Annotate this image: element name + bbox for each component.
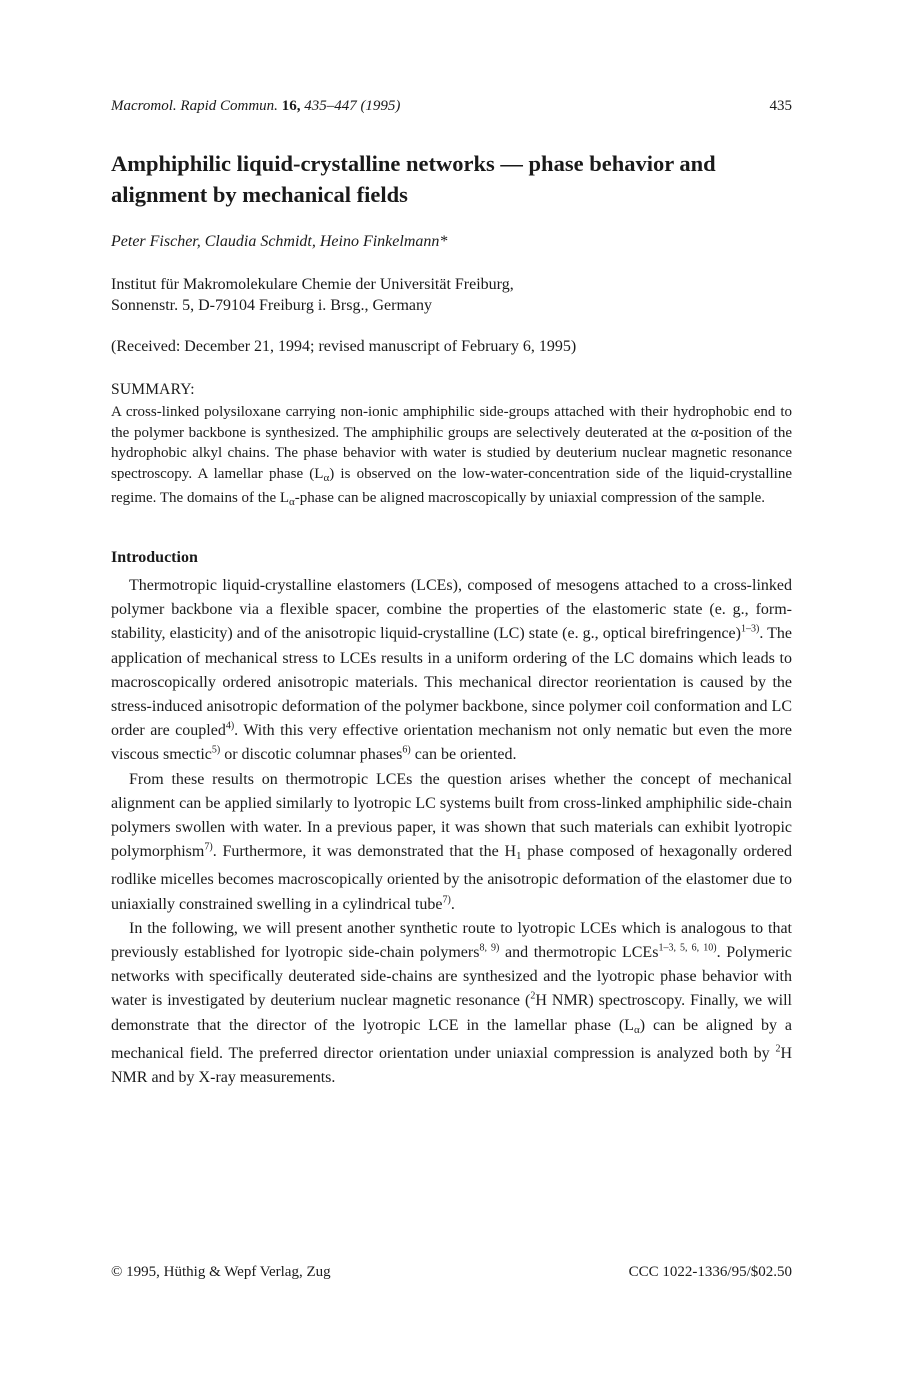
text-run: . With this very effective orientation mechanism not only nematic but even the more viscous smectic — [111, 722, 792, 764]
text-run: From these results on thermotropic LCEs the question arises whether the concept of mechanical alignment can be applied similarly to lyotropic LC systems built from cross-linked amphiphilic side-chain polymers swollen with water. In a previous paper, it was shown that such materials can exhibit lyotropic polymorphism — [111, 770, 792, 861]
reference-marker: 8, 9) — [479, 942, 500, 954]
affiliation-line: Institut für Makromolekulare Chemie der Universität Freiburg, — [111, 276, 514, 293]
paragraph — [111, 917, 792, 1090]
isotope-superscript: 2 — [775, 1043, 781, 1055]
text-run: can be oriented. — [410, 746, 517, 764]
summary-text-part: A cross-linked polysiloxane carrying non-ionic amphiphilic side-groups attached with their hydrophobic end to the polymer backbone is synthesized. The amphiphilic groups are selectively deuterated at the α-position of the hydrophobic alkyl chains. The phase behavior with water is studied by deuterium nuclear magnetic resonance spectroscopy. A lamellar phase (L — [111, 404, 792, 482]
running-head — [111, 96, 792, 116]
subscript: 1 — [516, 850, 522, 863]
reference-marker: 7) — [204, 841, 213, 853]
article-page — [111, 96, 792, 1090]
text-run: phase composed of hexagonally ordered rodlike micelles becomes macroscopically oriented by the anisotropic deformation of the elastomer due to uniaxially constrained swelling in a cylindrical tube — [111, 843, 793, 913]
received-dates: (Received: December 21, 1994; revised manuscript of February 6, 1995) — [111, 338, 577, 355]
summary-text — [111, 402, 792, 513]
journal-citation — [111, 96, 400, 116]
copyright-notice: © 1995, Hüthig & Wepf Verlag, Zug — [111, 1264, 331, 1280]
affiliation-line: Sonnenstr. 5, D-79104 Freiburg i. Brsg., Germany — [111, 297, 433, 314]
reference-marker: 1–3) — [740, 624, 760, 636]
summary-text-part: -phase can be aligned macroscopically by uniaxial compression of the sample. — [294, 490, 766, 507]
reference-marker: 5) — [211, 745, 221, 757]
text-run: H NMR) spectroscopy. Finally, we will demonstrate that the director of the lyotropic LCE in the lamellar phase (L — [111, 992, 793, 1034]
text-run: . — [450, 895, 455, 913]
text-run: Thermotropic liquid-crystalline elastomers (LCEs), composed of mesogens attached to a cross-linked polymer backbone via a flexible spacer, combine the properties of the elastomeric state (e. g., form-stability, elasticity) and of the anisotropic liquid-crystalline (LC) state (e. g., optical birefringence) — [111, 576, 792, 643]
text-run: H NMR and by X-ray measurements. — [111, 1044, 792, 1087]
page-number: 435 — [769, 98, 792, 114]
page-footer — [111, 1262, 792, 1282]
paragraph — [111, 574, 792, 768]
text-run: ) can be aligned by a mechanical field. The preferred director orientation under uniaxial compression is analyzed both by — [111, 1016, 793, 1062]
text-run: . Polymeric networks with specifically deuterated side-chains are synthesized and the lyotropic phase behavior with water is investigated by deuterium nuclear magnetic resonance ( — [111, 944, 793, 1010]
text-run: or discotic columnar phases — [220, 746, 403, 764]
subscript: α — [633, 1023, 640, 1036]
isotope-superscript: 2 — [530, 991, 536, 1003]
text-run: . The application of mechanical stress to LCEs results in a uniform ordering of the LC domains which leads to macroscopically ordered anisotropic materials. This mechanical director reorientation is caused by the stress-induced anisotropic deformation of the polymer backbone, since polymer coil conformation and LC order are coupled — [111, 625, 792, 740]
reference-marker: 1–3, 5, 6, 10) — [658, 942, 717, 954]
journal-name: Macromol. Rapid Commun. — [111, 98, 278, 114]
journal-pages-year: 435–447 (1995) — [304, 98, 401, 114]
text-run: and thermotropic LCEs — [499, 944, 659, 962]
text-run: . Furthermore, it was demonstrated that the H — [212, 843, 517, 861]
article-title: Amphiphilic liquid-crystalline networks — phase behavior and alignment by mechanical fields — [111, 151, 716, 207]
summary-text-part: ) is observed on the low-water-concentration side of the liquid-crystalline regime. The domains of the L — [111, 465, 792, 507]
introduction-body — [111, 574, 792, 1090]
subscript: α — [289, 496, 295, 509]
reference-marker: 4) — [225, 720, 235, 732]
section-heading-introduction: Introduction — [111, 548, 198, 566]
journal-volume: 16, — [281, 98, 301, 114]
reference-marker: 6) — [402, 745, 411, 757]
author-list: Peter Fischer, Claudia Schmidt, Heino Finkelmann* — [111, 233, 448, 250]
summary-heading: SUMMARY: — [111, 381, 195, 398]
affiliation — [111, 274, 792, 316]
reference-marker: 7) — [442, 894, 451, 906]
ccc-code: CCC 1022-1336/95/$02.50 — [628, 1264, 792, 1280]
text-run: In the following, we will present another synthetic route to lyotropic LCEs which is analogous to that previously established for lyotropic side-chain polymers — [111, 919, 792, 962]
subscript: α — [323, 471, 330, 484]
paragraph — [111, 768, 792, 917]
